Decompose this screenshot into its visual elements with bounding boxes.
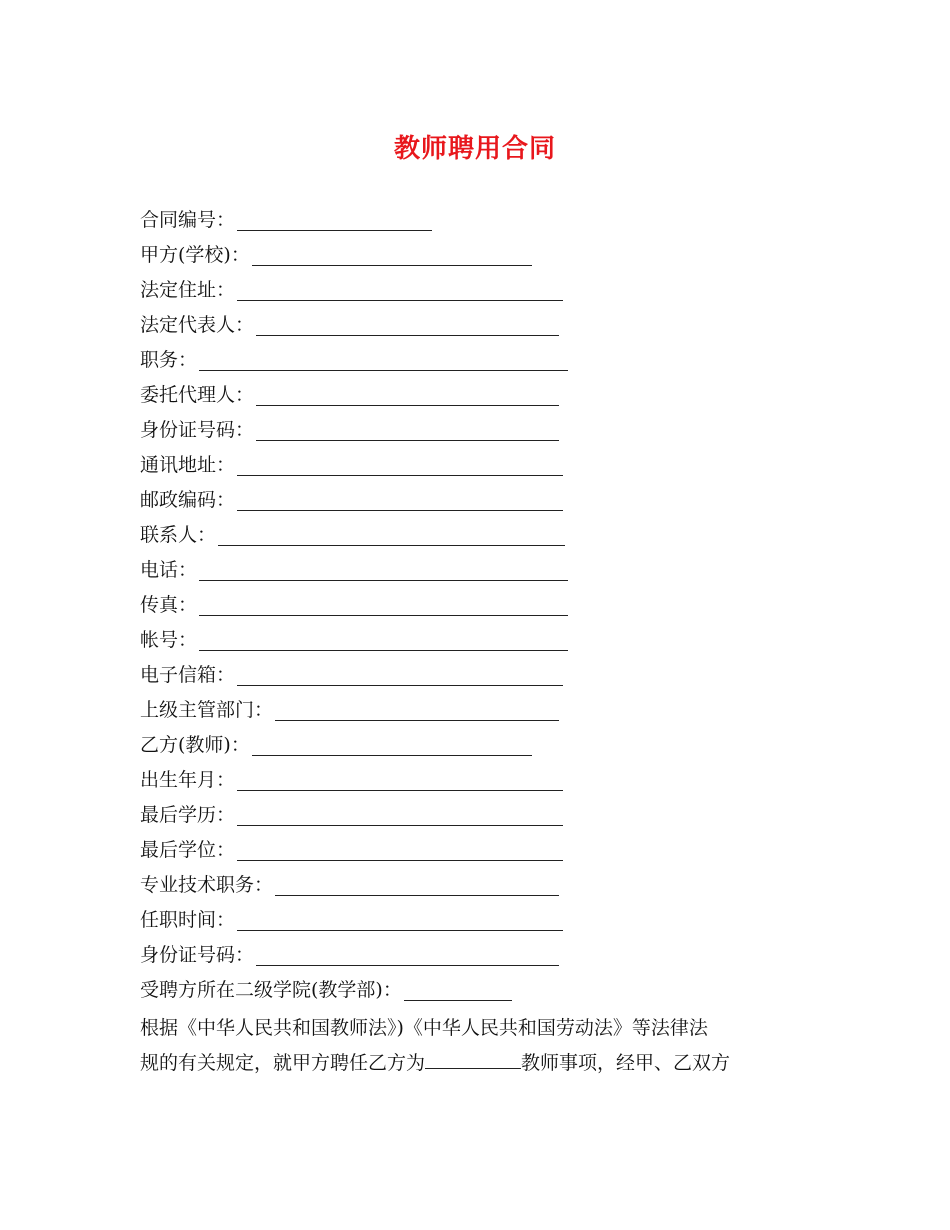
account-number-blank[interactable]	[199, 630, 568, 651]
authorized-agent-blank[interactable]	[256, 385, 559, 406]
tenure-time-blank[interactable]	[237, 910, 563, 931]
field-label: 乙方(教师)：	[140, 734, 250, 756]
email-blank[interactable]	[237, 665, 563, 686]
contract-fields	[140, 203, 830, 1008]
field-postal-code	[140, 483, 830, 518]
field-contact-person	[140, 518, 830, 553]
field-label: 联系人：	[140, 524, 217, 546]
field-label: 法定代表人：	[140, 314, 255, 336]
field-fax	[140, 588, 830, 623]
field-label: 专业技术职务：	[140, 874, 274, 896]
field-position	[140, 343, 830, 378]
field-label: 甲方(学校)：	[140, 244, 250, 266]
party-b-blank[interactable]	[252, 735, 532, 756]
field-label: 传真：	[140, 594, 198, 616]
field-label: 通讯地址：	[140, 454, 236, 476]
field-party-b	[140, 728, 830, 763]
field-tenure-time	[140, 903, 830, 938]
field-authorized-agent	[140, 378, 830, 413]
highest-education-blank[interactable]	[237, 805, 563, 826]
field-mailing-address	[140, 448, 830, 483]
legal-address-blank[interactable]	[237, 280, 563, 301]
highest-degree-blank[interactable]	[237, 840, 563, 861]
field-account-number	[140, 623, 830, 658]
field-highest-degree	[140, 833, 830, 868]
field-label: 上级主管部门：	[140, 699, 274, 721]
birth-date-blank[interactable]	[237, 770, 563, 791]
field-label: 合同编号：	[140, 209, 236, 231]
field-label: 身份证号码：	[140, 419, 255, 441]
field-label: 出生年月：	[140, 769, 236, 791]
fax-blank[interactable]	[199, 595, 568, 616]
field-id-number-a	[140, 413, 830, 448]
preamble-line-2	[140, 1046, 820, 1081]
party-a-blank[interactable]	[252, 245, 532, 266]
field-label: 受聘方所在二级学院(教学部)：	[140, 979, 402, 1001]
preamble-line-2-start: 规的有关规定，就甲方聘任乙方为	[140, 1052, 426, 1074]
professional-title-blank[interactable]	[275, 875, 559, 896]
preamble-line-2-end: 教师事项，经甲、乙双方	[521, 1052, 731, 1074]
field-label: 最后学历：	[140, 804, 236, 826]
contract-number-blank[interactable]	[237, 210, 432, 231]
postal-code-blank[interactable]	[237, 490, 563, 511]
id-number-a-blank[interactable]	[256, 420, 559, 441]
position-blank[interactable]	[199, 350, 568, 371]
field-label: 电子信箱：	[140, 664, 236, 686]
college-department-blank[interactable]	[404, 980, 512, 1001]
field-label: 委托代理人：	[140, 384, 255, 406]
field-label: 法定住址：	[140, 279, 236, 301]
field-label: 身份证号码：	[140, 944, 255, 966]
field-legal-address	[140, 273, 830, 308]
legal-representative-blank[interactable]	[256, 315, 559, 336]
field-contract-number	[140, 203, 830, 238]
preamble-line-1: 根据《中华人民共和国教师法》)《中华人民共和国劳动法》等法律法	[140, 1017, 708, 1039]
field-label: 电话：	[140, 559, 198, 581]
field-label: 最后学位：	[140, 839, 236, 861]
field-id-number-b	[140, 938, 830, 973]
field-college-department	[140, 973, 830, 1008]
field-birth-date	[140, 763, 830, 798]
teacher-type-blank[interactable]	[425, 1048, 521, 1069]
field-supervising-department	[140, 693, 830, 728]
id-number-b-blank[interactable]	[256, 945, 559, 966]
field-party-a	[140, 238, 830, 273]
field-professional-title	[140, 868, 830, 903]
contact-person-blank[interactable]	[218, 525, 565, 546]
field-phone	[140, 553, 830, 588]
field-label: 任职时间：	[140, 909, 236, 931]
field-label: 邮政编码：	[140, 489, 236, 511]
field-label: 帐号：	[140, 629, 198, 651]
contract-preamble	[140, 1011, 820, 1081]
field-email	[140, 658, 830, 693]
field-legal-representative	[140, 308, 830, 343]
mailing-address-blank[interactable]	[237, 455, 563, 476]
supervising-department-blank[interactable]	[275, 700, 559, 721]
field-label: 职务：	[140, 349, 198, 371]
page-title: 教师聘用合同	[393, 134, 556, 164]
phone-blank[interactable]	[199, 560, 568, 581]
field-highest-education	[140, 798, 830, 833]
